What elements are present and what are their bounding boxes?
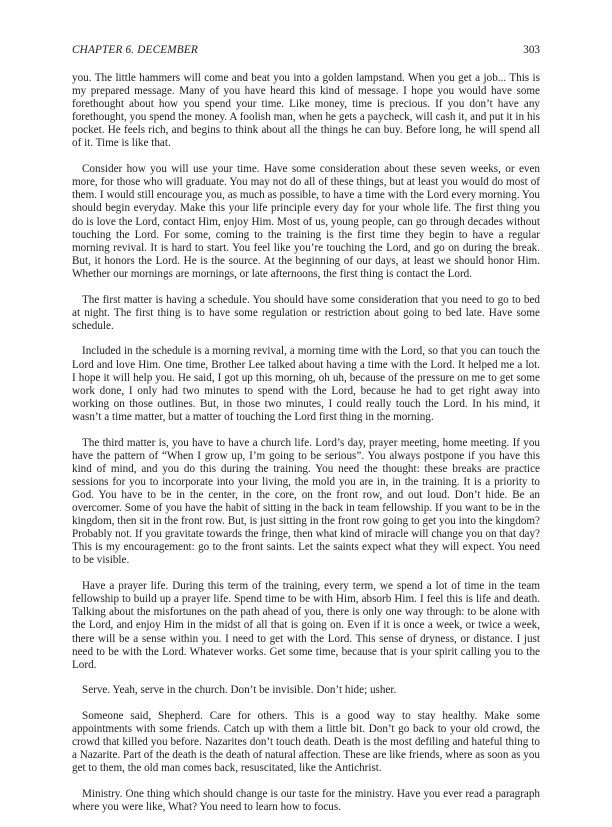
document-page [72,0,540,814]
running-title: CHAPTER 6. DECEMBER [72,44,198,56]
paragraph: Ministry. One thing which should change is our taste for the ministry. Have you ever read a paragraph where you were like, What? You need to learn how to focus. [72,788,540,814]
body-text [72,72,540,827]
paragraph-continuation: you. The little hammers will come and beat you into a golden lampstand. When you get a job... This is my prepared message. Many of you have heard this kind of message. I hope you would have some forethought about how you spend your time. Like money, time is precious. If you don’t have any forethought, you spend the money. A foolish man, when he gets a paycheck, will cash it, and put it in his pocket. He feels rich, and begins to think about all the things he can buy. Before long, he will spend all of it. Time is like that. [72,72,540,150]
paragraph: Have a prayer life. During this term of the training, every term, we spend a lot of time in the team fellowship to build up a prayer life. Spend time to be with Him, absorb Him. I feel this is life and death. Talking about the misfortunes on the path ahead of you, there is only one way through: to be alone with the Lord, and enjoy Him in the midst of all that is going on. Even if it is once a week, or twice a week, there will be a sense within you. I need to get with the Lord. This sense of dryness, or distance. I just need to be with the Lord. Whatever works. Get some time, because that is your spirit calling you to the Lord. [72,580,540,671]
paragraph: Consider how you will use your time. Have some consideration about these seven weeks, or even more, for those who will graduate. You may not do all of these things, but at least you would do most of them. I would still encourage you, as much as possible, to have a time with the Lord every morning. You should begin everyday. Make this your life principle every day for your whole life. The first thing you do is love the Lord, contact Him, enjoy Him. Most of us, young people, can go through decades without touching the Lord. For some, coming to the training is the first time they begin to have a regular morning revival. It is hard to start. You feel like you’re touching the Lord, and go on during the break. But, it honors the Lord. He is the source. At the beginning of our days, at least we should honor Him. Whether our mornings are mornings, or late afternoons, the first thing is contact the Lord. [72,163,540,280]
paragraph: The third matter is, you have to have a church life. Lord’s day, prayer meeting, home meeting. If you have the pattern of “When I grow up, I’m going to be serious”. You always postpone if you have this kind of mind, and you do this during the training. You need the thought: these breaks are practice sessions for you to incorporate into your living, the mold you are in, in the training. It is a priority to God. You have to be in the center, in the core, on the front row, and out loud. Don’t hide. Be an overcomer. Some of you have the habit of sitting in the back in team fellowship. If you want to be in the kingdom, then sit in the front row. But, is just sitting in the front row going to get you into the kingdom? Probably not. If you gravitate towards the fringe, then what kind of miracle will change you on that day? This is my encouragement: go to the front saints. Let the saints expect what they will expect. You need to be visible. [72,436,540,567]
page-number: 303 [523,44,540,56]
paragraph: Someone said, Shepherd. Care for others. This is a good way to stay healthy. Make some appointments with some friends. Catch up with them a little bit. Don’t go back to your old crowd, the crowd that killed you before. Nazarites don’t touch death. Death is the most defiling and hateful thing to a Nazarite. Part of the death is the death of natural affection. These are like friends, where as soon as you get to them, the old man comes back, resuscitated, like the Antichrist. [72,710,540,775]
paragraph: Included in the schedule is a morning revival, a morning time with the Lord, so that you can touch the Lord and love Him. One time, Brother Lee talked about having a time with the Lord. It helped me a lot. I hope it will help you. He said, I got up this morning, oh uh, because of the pressure on me to get some work done, I only had two minutes to spend with the Lord, because he had to get right away into working on those outlines. But, in those two minutes, I could really touch the Lord. In his mind, it wasn’t a time matter, but a matter of touching the Lord first thing in the morning. [72,345,540,423]
paragraph: The first matter is having a schedule. You should have some consideration that you need to go to bed at night. The first thing is to have some regulation or restriction about going to bed late. Have some schedule. [72,293,540,332]
paragraph: Serve. Yeah, serve in the church. Don’t be invisible. Don’t hide; usher. [82,684,397,697]
page-header [72,44,540,58]
